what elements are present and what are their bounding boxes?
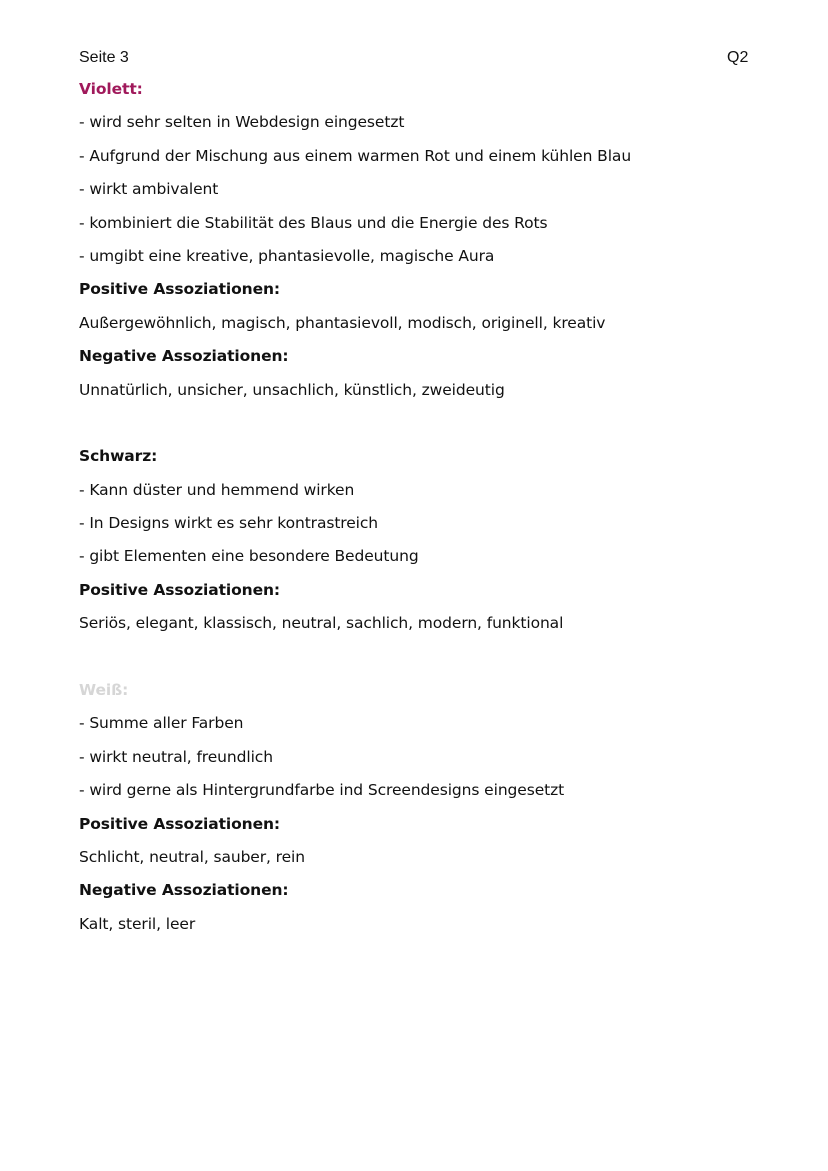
bullet-item: - umgibt eine kreative, phantasievolle, magische Aura bbox=[79, 246, 495, 265]
document-body bbox=[79, 77, 759, 945]
positive-associations-label: Positive Assoziationen: bbox=[79, 580, 281, 599]
section-title-schwarz: Schwarz: bbox=[79, 447, 158, 466]
bullet-item: - wird sehr selten in Webdesign eingesetzt bbox=[79, 113, 405, 132]
negative-associations-label: Negative Assoziationen: bbox=[79, 881, 289, 900]
bullet-item: - gibt Elementen eine besondere Bedeutung bbox=[79, 547, 419, 566]
section-spacer bbox=[79, 645, 759, 678]
section-title-violett: Violett: bbox=[79, 80, 143, 98]
bullet-item: - wirkt ambivalent bbox=[79, 180, 219, 199]
bullet-item: - kombiniert die Stabilität des Blaus und die Energie des Rots bbox=[79, 213, 548, 232]
bullet-item: - In Designs wirkt es sehr kontrastreich bbox=[79, 514, 379, 533]
positive-associations-label: Positive Assoziationen: bbox=[79, 280, 281, 299]
bullet-item: - wird gerne als Hintergrundfarbe ind Screendesigns eingesetzt bbox=[79, 781, 565, 800]
bullet-item: - Kann düster und hemmend wirken bbox=[79, 480, 355, 499]
positive-associations-text: Seriös, elegant, klassisch, neutral, sachlich, modern, funktional bbox=[79, 614, 564, 633]
positive-associations-label: Positive Assoziationen: bbox=[79, 814, 281, 833]
negative-associations-text: Unnatürlich, unsicher, unsachlich, künstlich, zweideutig bbox=[79, 380, 505, 399]
bullet-item: - Summe aller Farben bbox=[79, 714, 244, 733]
positive-associations-text: Schlicht, neutral, sauber, rein bbox=[79, 847, 305, 866]
negative-associations-text: Kalt, steril, leer bbox=[79, 914, 196, 933]
section-title-weiss: Weiß: bbox=[79, 681, 129, 700]
section-spacer bbox=[79, 411, 759, 444]
negative-associations-label: Negative Assoziationen: bbox=[79, 347, 289, 366]
course-label: Q2 bbox=[727, 49, 749, 66]
positive-associations-text: Außergewöhnlich, magisch, phantasievoll, modisch, originell, kreativ bbox=[79, 313, 606, 332]
page-number: Seite 3 bbox=[79, 49, 129, 66]
bullet-item: - wirkt neutral, freundlich bbox=[79, 747, 273, 766]
bullet-item: - Aufgrund der Mischung aus einem warmen Rot und einem kühlen Blau bbox=[79, 146, 632, 165]
